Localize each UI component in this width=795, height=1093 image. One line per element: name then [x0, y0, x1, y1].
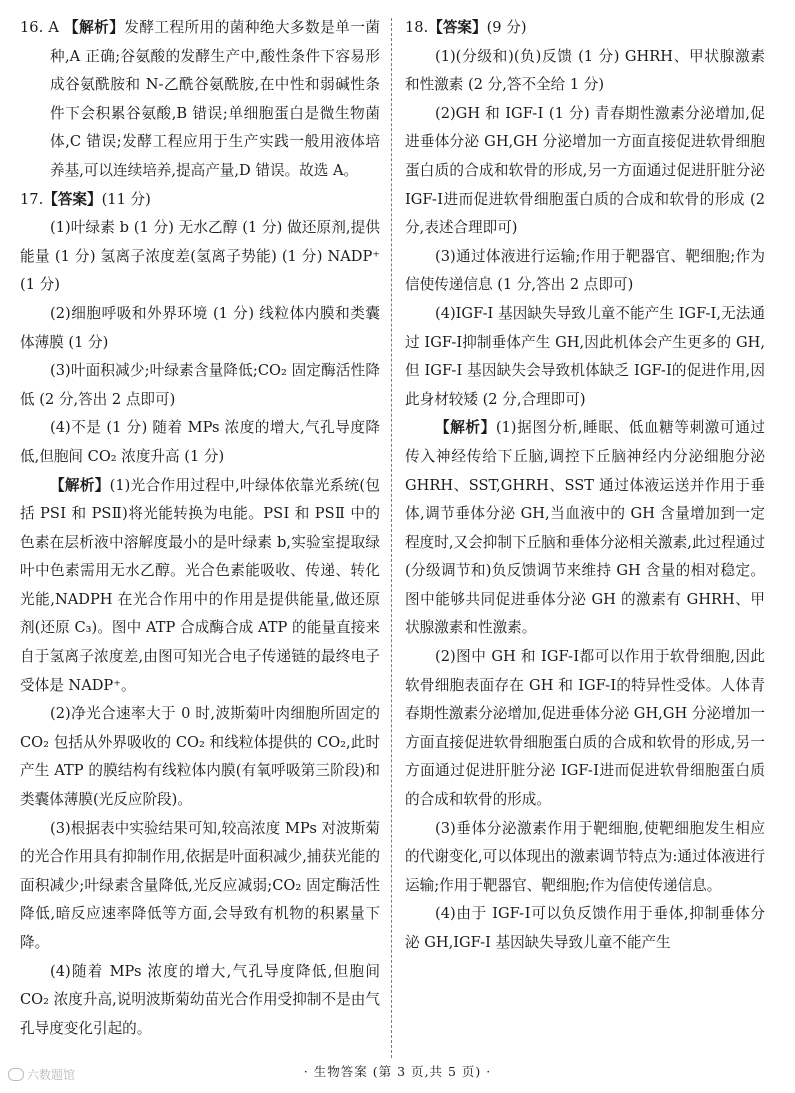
q17-answer-2: (2)细胞呼吸和外界环境 (1 分) 线粒体内膜和类囊体薄膜 (1 分) [20, 304, 380, 351]
q18-analysis-tag: 【解析】 [435, 419, 496, 437]
watermark-logo-icon [8, 1068, 24, 1081]
q18-analysis-1-text: (1)据图分析,睡眠、低血糖等刺激可通过传入神经传给下丘脑,调控下丘脑神经内分泌细胞分泌 GHRH、SST,GHRH、SST 通过体液运送并作用于垂体,调节垂体分泌 GH,当血液中的 GH 含量增加到一定程度时,又会抑制下丘脑和垂体分泌相关激素,此过程通过(分级调节和)负反馈调节来维持 GH 含量的相对稳定。图中能够共同促进垂体分泌 GH 的激素有 GHRH、甲状腺激素和性激素。 [405, 419, 765, 637]
q17-score: (11 分) [101, 190, 151, 208]
q16-analysis-tag: 【解析】 [64, 19, 125, 36]
watermark [8, 1066, 75, 1083]
q17-analysis-2: (2)净光合速率大于 0 时,波斯菊叶肉细胞所固定的 CO₂ 包括从外界吸收的 CO₂ 和线粒体提供的 CO₂,此时产生 ATP 的膜结构有线粒体内膜(有氧呼吸第三阶段)和类囊体薄膜(光反应阶段)。 [20, 705, 380, 809]
q17-number: 17. [20, 190, 44, 208]
watermark-text: 六数题馆 [27, 1068, 76, 1082]
q18-answer-3: (3)通过体液进行运输;作用于靶器官、靶细胞;作为信使传递信息 (1 分,答出 2 点即可) [405, 247, 765, 294]
q17-analysis-1-text: (1)光合作用过程中,叶绿体依靠光系统(包括 PSⅠ 和 PSⅡ)将光能转换为电能。PSⅠ 和 PSⅡ 中的色素在层析液中溶解度最小的是叶绿素 b,实验室提取绿叶中色素需用无水乙醇。光合色素能吸收、传递、转化光能,NADPH 在光合作用中的作用是提供能量,做还原剂(还原 C₃)。图中 ATP 合成酶合成 ATP 的能量直接来自于氢离子浓度差,由图可知光合电子传递链的最终电子受体是 NADP⁺。 [20, 476, 380, 694]
left-column [20, 14, 380, 1043]
column-divider [391, 18, 392, 1058]
q18-analysis-1 [405, 414, 765, 643]
q17-answer-3: (3)叶面积减少;叶绿素含量降低;CO₂ 固定酶活性降低 (2 分,答出 2 点即可) [20, 362, 380, 408]
q18-header [405, 14, 765, 43]
q16-number: 16. A [20, 19, 59, 36]
q16-block [20, 14, 380, 186]
q18-answer-4: (4)IGF-Ⅰ 基因缺失导致儿童不能产生 IGF-Ⅰ,无法通过 IGF-Ⅰ抑制垂体产生 GH,因此机体会产生更多的 GH,但 IGF-Ⅰ 基因缺失会导致机体缺乏 IGF-Ⅰ的促进作用,因此身材较矮 (2 分,合理即可) [405, 304, 765, 408]
q18-answer-tag: 【答案】 [428, 19, 487, 36]
q17-answer-tag: 【答案】 [43, 190, 102, 208]
q18-analysis-2: (2)图中 GH 和 IGF-Ⅰ都可以作用于软骨细胞,因此软骨细胞表面存在 GH 和 IGF-Ⅰ的特异性受体。人体青春期性激素分泌增加,促进垂体分泌 GH,GH 分泌增加一方面直接促进软骨细胞蛋白质的合成和软骨的形成,另一方面通过促进肝脏分泌 IGF-Ⅰ进而促进软骨细胞蛋白质的合成和软骨的形成。 [405, 648, 765, 809]
q18-number: 18. [405, 19, 429, 36]
q17-analysis-1 [20, 472, 380, 701]
q17-answer-1: (1)叶绿素 b (1 分) 无水乙醇 (1 分) 做还原剂,提供能量 (1 分) 氢离子浓度差(氢离子势能) (1 分) NADP⁺ (1 分) [20, 219, 380, 294]
right-column [405, 14, 765, 958]
page-footer: · 生物答案 (第 3 页,共 5 页) · [303, 1064, 492, 1079]
q17-analysis-4: (4)随着 MPs 浓度的增大,气孔导度降低,但胞间 CO₂ 浓度升高,说明波斯菊幼苗光合作用受抑制不是由气孔导度变化引起的。 [20, 962, 380, 1037]
q17-analysis-tag: 【解析】 [50, 476, 110, 494]
q16-analysis-text: 发酵工程所用的菌种绝大多数是单一菌种,A 正确;谷氨酸的发酵生产中,酸性条件下容易形成谷氨酰胺和 N-乙酰谷氨酰胺,在中性和弱碱性条件下会积累谷氨酸,B 错误;单细胞蛋白是微生物菌体,C 错误;发酵工程应用于生产实践一般用液体培养基,可以连续培养,提高产量,D 错误。故选 A。 [50, 19, 380, 179]
q18-analysis-4: (4)由于 IGF-Ⅰ可以负反馈作用于垂体,抑制垂体分泌 GH,IGF-Ⅰ 基因缺失导致儿童不能产生 [405, 905, 765, 951]
q18-score: (9 分) [486, 19, 527, 36]
q18-answer-2: (2)GH 和 IGF-Ⅰ (1 分) 青春期性激素分泌增加,促进垂体分泌 GH,GH 分泌增加一方面直接促进软骨细胞蛋白质的合成和软骨的形成,另一方面通过促进肝脏分泌 IGF-Ⅰ进而促进软骨细胞蛋白质的合成和软骨的形成 (2 分,表述合理即可) [405, 104, 765, 237]
q17-answer-4: (4)不是 (1 分) 随着 MPs 浓度的增大,气孔导度降低,但胞间 CO₂ 浓度升高 (1 分) [20, 419, 380, 465]
q17-header [20, 186, 380, 215]
q18-answer-1: (1)(分级和)(负)反馈 (1 分) GHRH、甲状腺激素和性激素 (2 分,答不全给 1 分) [405, 47, 765, 94]
q17-analysis-3: (3)根据表中实验结果可知,较高浓度 MPs 对波斯菊的光合作用具有抑制作用,依据是叶面积减少,捕获光能的面积减少;叶绿素含量降低,光反应减弱;CO₂ 固定酶活性降低,暗反应速率降低等方面,会导致有机物的积累量下降。 [20, 819, 380, 951]
q18-analysis-3: (3)垂体分泌激素作用于靶细胞,使靶细胞发生相应的代谢变化,可以体现出的激素调节特点为:通过体液进行运输;作用于靶器官、靶细胞;作为信使传递信息。 [405, 819, 765, 894]
